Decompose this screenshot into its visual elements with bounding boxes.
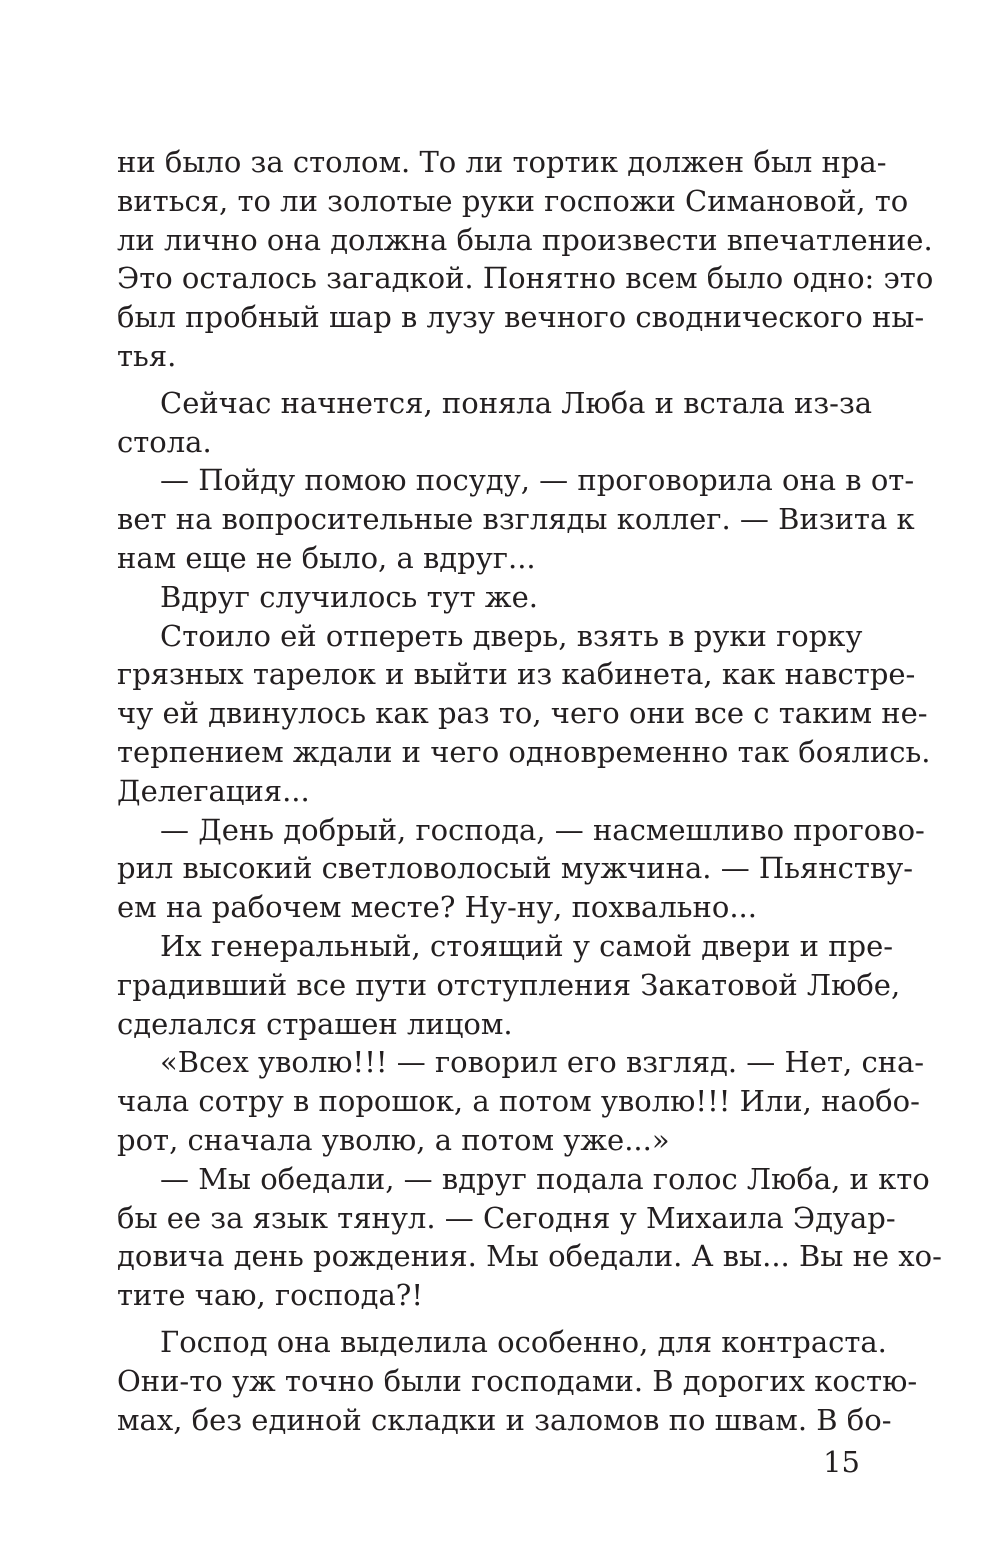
text-line: градивший все пути отступления Закатовой Любе, [117, 967, 901, 1002]
text-line: Господ она выделила особенно, для контраста. [160, 1324, 887, 1359]
text-line: Стоило ей отпереть дверь, взять в руки горку [160, 618, 863, 653]
text-line: был пробный шар в лузу вечного своднического ны- [117, 300, 925, 335]
text-line: Они-то уж точно были господами. В дорогих костю- [117, 1363, 918, 1398]
text-line: тья. [117, 338, 177, 373]
text-line: довича день рождения. Мы обедали. А вы... Вы не хо- [117, 1239, 942, 1274]
text-line: Их генеральный, стоящий у самой двери и пре- [160, 928, 894, 963]
body-text [117, 143, 942, 1439]
text-line: сделался страшен лицом. [117, 1006, 513, 1041]
text-line: ни было за столом. То ли тортик должен был нра- [117, 145, 887, 179]
text-line: терпением ждали и чего одновременно так боялись. [117, 734, 931, 769]
text-line: тите чаю, господа?! [117, 1278, 423, 1313]
text-line: бы ее за язык тянул. — Сегодня у Михаила Эдуар- [117, 1200, 896, 1235]
text-line: Вдруг случилось тут же. [160, 579, 538, 614]
text-line: чала сотру в порошок, а потом уволю!!! Или, наобо- [117, 1084, 920, 1119]
text-line: Это осталось загадкой. Понятно всем было одно: это [117, 261, 934, 296]
text-line: Сейчас начнется, поняла Люба и встала из-за [160, 385, 873, 420]
page-number: 15 [823, 1445, 860, 1479]
text-line: — День добрый, господа, — насмешливо прогово- [160, 812, 925, 847]
text-line: — Пойду помою посуду, — проговорила она в от- [160, 463, 915, 498]
text-line: ем на рабочем месте? Ну-ну, похвально... [117, 890, 757, 925]
text-line: стола. [117, 424, 212, 459]
text-line: грязных тарелок и выйти из кабинета, как навстре- [117, 657, 916, 692]
text-line: виться, то ли золотые руки госпожи Симановой, то [117, 183, 909, 218]
text-line: Делегация... [117, 773, 310, 808]
text-line: — Мы обедали, — вдруг подала голос Люба, и кто [160, 1161, 930, 1196]
text-line: ли лично она должна была произвести впечатление. [117, 222, 933, 257]
text-line: чу ей двинулось как раз то, чего они все с таким не- [117, 696, 928, 731]
text-line: «Всех уволю!!! — говорил его взгляд. — Нет, сна- [160, 1045, 925, 1080]
text-line: нам еще не было, а вдруг... [117, 540, 536, 575]
text-line: рот, сначала уволю, а потом уже...» [117, 1122, 670, 1157]
text-line: рил высокий светловолосый мужчина. — Пьянству- [117, 851, 914, 886]
text-line: вет на вопросительные взгляды коллег. — Визита к [117, 502, 915, 537]
text-line: мах, без единой складки и заломов по швам. В бо- [117, 1402, 892, 1437]
